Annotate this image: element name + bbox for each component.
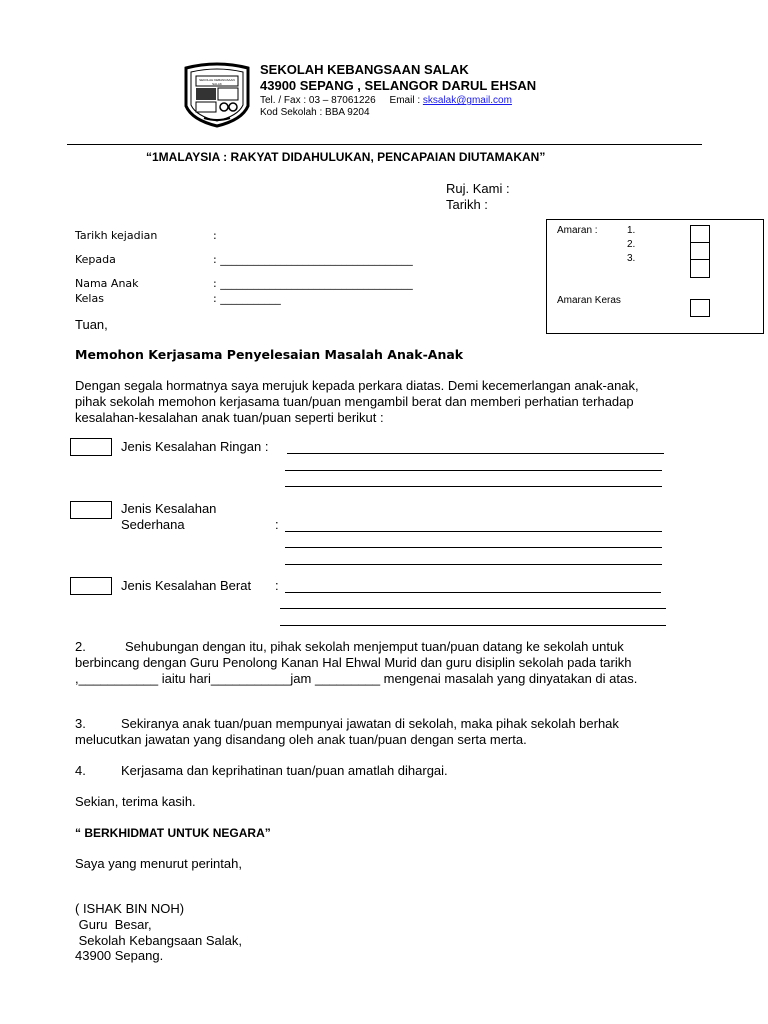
tel-fax: Tel. / Fax : 03 – 87061226 [260, 95, 376, 106]
ringan-line-1[interactable] [287, 453, 664, 454]
kepada-label: Kepada [75, 253, 116, 266]
para4-number: 4. [75, 763, 86, 778]
ringan-line-2[interactable] [285, 470, 662, 471]
kesalahan-sederhana-label-2: Sederhana [121, 517, 185, 532]
nama-anak-field[interactable]: : ___________________________________ [213, 277, 413, 290]
amaran-keras-checkbox[interactable] [690, 299, 710, 317]
amaran-3-checkbox[interactable] [690, 259, 710, 278]
logo-text: SEKOLAH KEBANGSAAN SALAK [199, 78, 235, 86]
kelas-field[interactable]: : ___________ [213, 292, 281, 305]
warning-box [546, 219, 764, 334]
kesalahan-ringan-checkbox[interactable] [70, 438, 112, 456]
header-divider [67, 144, 702, 145]
school-logo [182, 62, 252, 128]
kesalahan-berat-checkbox[interactable] [70, 577, 112, 595]
amaran-item-1: 1. [627, 225, 636, 236]
amaran-label: Amaran : [557, 225, 598, 236]
contact-line [260, 95, 512, 107]
para3-line-1: Sekiranya anak tuan/puan mempunyai jawatan di sekolah, maka pihak sekolah berhak [121, 716, 619, 731]
signer-school: Sekolah Kebangsaan Salak, [75, 933, 242, 948]
school-name: SEKOLAH KEBANGSAAN SALAK [260, 62, 469, 77]
tarikh-kejadian-colon: : [213, 229, 217, 242]
amaran-item-2: 2. [627, 239, 636, 250]
letter-subject: Memohon Kerjasama Penyelesaian Masalah Anak-Anak [75, 347, 464, 362]
motto: “ BERKHIDMAT UNTUK NEGARA” [75, 826, 271, 840]
para2-line-1: Sehubungan dengan itu, pihak sekolah menjemput tuan/puan datang ke sekolah untuk [125, 639, 624, 654]
email-link[interactable]: sksalak@gmail.com [422, 95, 512, 106]
ringan-line-3[interactable] [285, 486, 662, 487]
berat-line-1[interactable] [285, 592, 661, 593]
ruj-kami-label: Ruj. Kami : [446, 181, 510, 196]
para4-line: Kerjasama dan keprihatinan tuan/puan amatlah dihargai. [121, 763, 448, 778]
email-label: Email : [389, 95, 421, 106]
tarikh-label: Tarikh : [446, 197, 488, 212]
kesalahan-sederhana-label-1: Jenis Kesalahan [121, 501, 217, 516]
intro-line-1: Dengan segala hormatnya saya merujuk kepada perkara diatas. Demi kecemerlangan anak-anak, [75, 378, 639, 393]
school-crest-icon [182, 62, 252, 128]
signer-title: Guru Besar, [75, 917, 152, 932]
closing: Sekian, terima kasih. [75, 794, 196, 809]
para3-number: 3. [75, 716, 86, 731]
berat-line-2[interactable] [280, 608, 666, 609]
sederhana-line-2[interactable] [285, 547, 662, 548]
school-address: 43900 SEPANG , SELANGOR DARUL EHSAN [260, 78, 537, 93]
intro-line-3: kesalahan-kesalahan anak tuan/puan seperti berikut : [75, 410, 384, 425]
kesalahan-berat-colon: : [275, 578, 279, 593]
kesalahan-sederhana-colon: : [275, 517, 279, 532]
kesalahan-sederhana-checkbox[interactable] [70, 501, 112, 519]
kepada-field[interactable]: : ___________________________________ [213, 253, 413, 266]
amaran-keras-label: Amaran Keras [557, 295, 621, 306]
slogan: “1MALAYSIA : RAKYAT DIDAHULUKAN, PENCAPAIAN DIUTAMAKAN” [146, 150, 546, 164]
berat-line-3[interactable] [280, 625, 666, 626]
para2-number: 2. [75, 639, 86, 654]
salutation: Tuan, [75, 317, 108, 332]
school-code: Kod Sekolah : BBA 9204 [260, 107, 370, 118]
para2-line-3: ,___________ iaitu hari___________jam _________ mengenai masalah yang dinyatakan di atas. [75, 671, 638, 686]
tarikh-kejadian-label: Tarikh kejadian [75, 229, 158, 242]
signer-address: 43900 Sepang. [75, 948, 164, 963]
intro-line-2: pihak sekolah memohon kerjasama tuan/puan mengambil berat dan memberi perhatian terhadap [75, 394, 634, 409]
kelas-label: Kelas [75, 292, 104, 305]
para2-line-2: berbincang dengan Guru Penolong Kanan Hal Ehwal Murid dan guru disiplin sekolah pada tarikh [75, 655, 632, 670]
nama-anak-label: Nama Anak [75, 277, 139, 290]
amaran-item-3: 3. [627, 253, 636, 264]
signer-name: ( ISHAK BIN NOH) [75, 901, 185, 916]
para3-line-2: melucutkan jawatan yang disandang oleh anak tuan/puan dengan serta merta. [75, 732, 527, 747]
kesalahan-ringan-label: Jenis Kesalahan Ringan : [121, 439, 269, 454]
sederhana-line-1[interactable] [285, 531, 662, 532]
sederhana-line-3[interactable] [285, 564, 662, 565]
kesalahan-berat-label: Jenis Kesalahan Berat [121, 578, 252, 593]
obey-line: Saya yang menurut perintah, [75, 856, 242, 871]
